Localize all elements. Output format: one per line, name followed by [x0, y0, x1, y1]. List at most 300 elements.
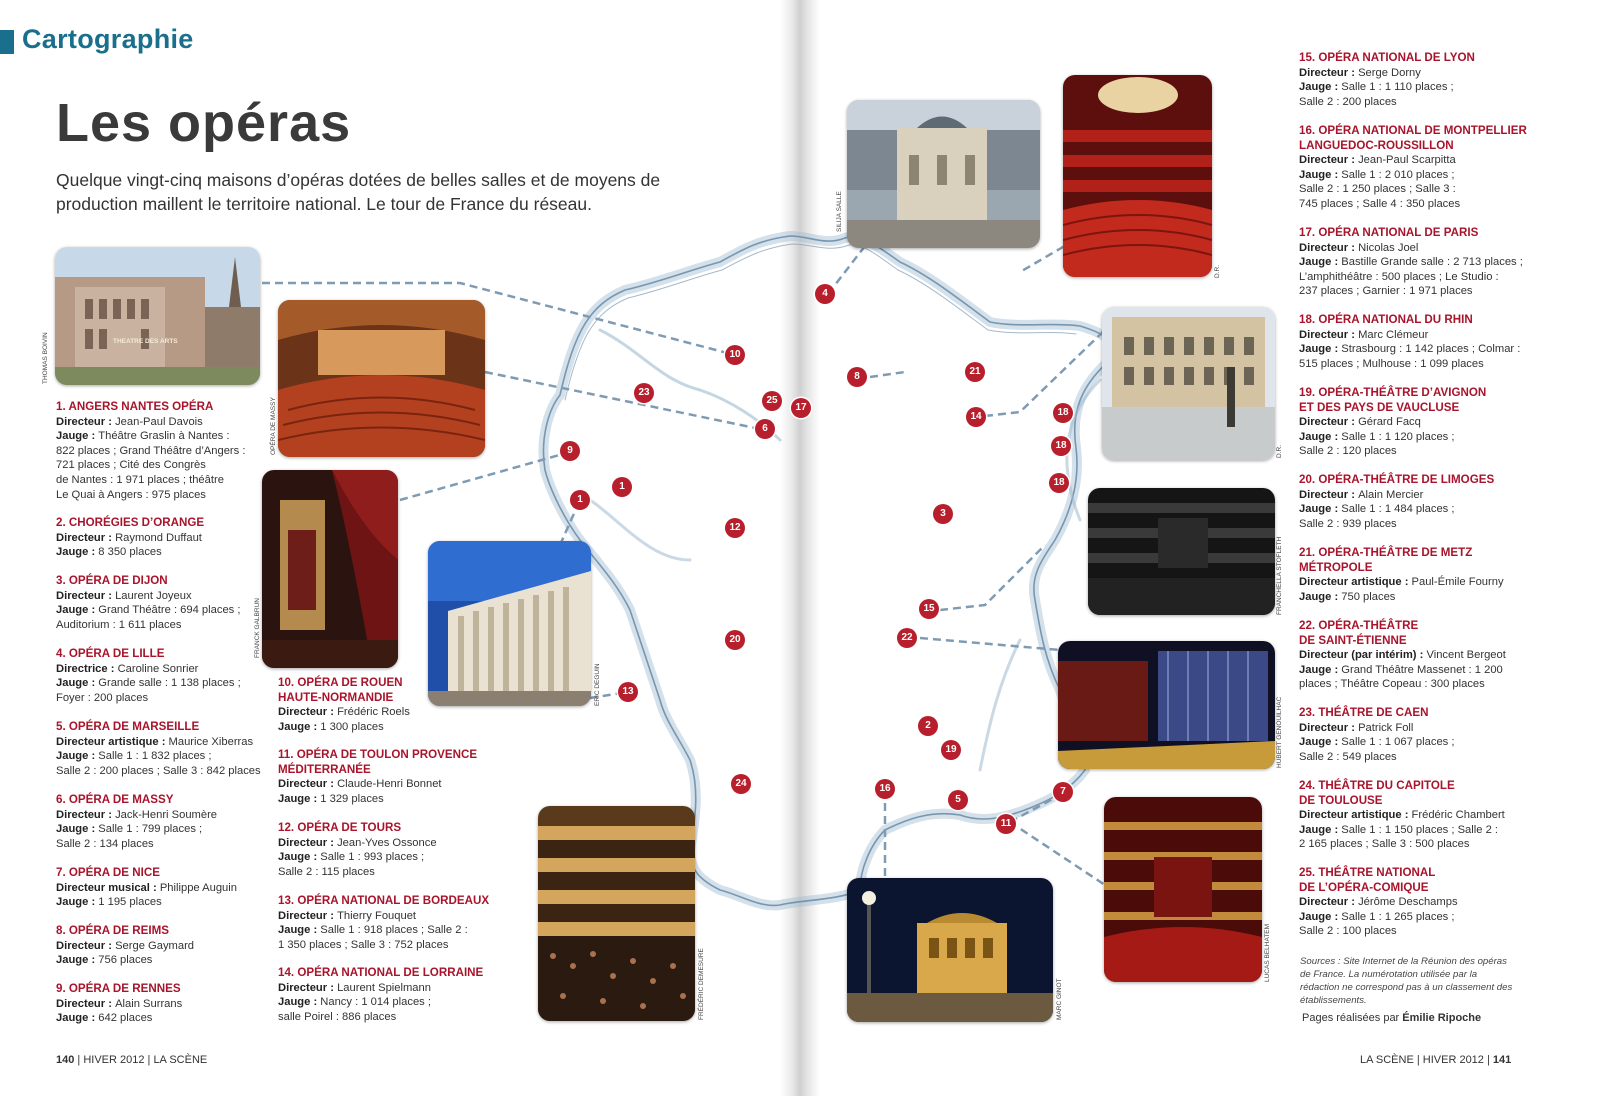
entry-line [1299, 502, 1529, 517]
entry-line [1299, 270, 1529, 285]
entry-heading: DE TOULOUSE [1299, 793, 1383, 807]
entry-field-value: 750 places [1341, 590, 1396, 603]
entry-field-label: Jauge : [278, 792, 321, 805]
entry-line [1299, 823, 1529, 838]
entry-field-value: Salle 2 : 200 places [1299, 95, 1397, 108]
entry-field-label: Jauge : [278, 996, 321, 1009]
opera-entry [1299, 546, 1529, 604]
entry-field-value: 642 places [98, 1012, 153, 1025]
red-hall-image [1063, 75, 1212, 277]
byline [1302, 1012, 1481, 1024]
map-marker[interactable]: 9 [560, 441, 580, 461]
folio-left-text: | HIVER 2012 | LA SCÈNE [74, 1054, 208, 1066]
entry-field-label: Directeur artistique : [1299, 576, 1412, 589]
entry-field-label: Directeur : [278, 706, 338, 719]
entry-line [1299, 80, 1529, 95]
opera-entry [56, 647, 266, 705]
opera-entry [56, 574, 266, 632]
photo-theatre-des-arts [55, 247, 260, 385]
entry-heading: 8. OPÉRA DE REIMS [56, 924, 169, 937]
entry-line [1299, 721, 1529, 736]
map-marker[interactable]: 23 [634, 383, 654, 403]
entry-line [1299, 575, 1529, 590]
entry-field-value: L’amphithéâtre : 500 places ; Le Studio : [1299, 270, 1499, 283]
lyon-image [1088, 488, 1275, 615]
map-marker[interactable]: 7 [1053, 782, 1073, 802]
entry-field-label: Jauge : [278, 851, 321, 864]
entry-line [56, 808, 266, 823]
entry-line [56, 881, 266, 896]
opera-entry [56, 516, 266, 560]
page-number-right: 141 [1492, 1054, 1512, 1066]
entry-field-value: salle Poirel : 886 places [278, 1010, 397, 1023]
photo-montpellier-night [847, 878, 1053, 1022]
opera-entry [1299, 313, 1529, 371]
opera-entry [56, 866, 266, 910]
photo-capitole-hall [1104, 797, 1262, 982]
entry-field-label: Jauge : [1299, 503, 1342, 516]
map-marker[interactable]: 3 [933, 504, 953, 524]
photo-balcony-hall [538, 806, 695, 1021]
entry-field-value: 515 places ; Mulhouse : 1 099 places [1299, 357, 1484, 370]
night-glass-image [1058, 641, 1275, 769]
entry-field-value: Claude-Henri Bonnet [337, 778, 442, 791]
entry-line [1299, 677, 1529, 692]
entry-field-value: Nicolas Joel [1358, 241, 1419, 254]
theatre-des-arts-image [55, 247, 260, 385]
entry-field-value: Vincent Bergeot [1426, 649, 1506, 662]
entry-field-value: Alain Mercier [1358, 488, 1424, 501]
opera-entry [278, 676, 488, 734]
entry-line [1299, 735, 1529, 750]
entry-line [56, 429, 266, 444]
entry-line [56, 473, 266, 488]
map-marker[interactable]: 12 [725, 518, 745, 538]
map-marker[interactable]: 11 [996, 814, 1016, 834]
map-marker[interactable]: 20 [725, 630, 745, 650]
entry-line [1299, 415, 1529, 430]
entry-line [278, 981, 493, 996]
photo-credit: SILIJA SALLE [836, 191, 843, 232]
entry-field-value: Philippe Auguin [159, 881, 237, 894]
entry-field-label: Jauge : [1299, 590, 1342, 603]
entry-field-label: Directeur : [1299, 488, 1359, 501]
entry-field-label: Directeur : [56, 589, 116, 602]
entry-line [1299, 663, 1529, 678]
entry-field-label: Directeur : [56, 939, 116, 952]
entry-field-value: Salle 2 : 200 places ; Salle 3 : 842 places [56, 764, 261, 777]
map-marker[interactable]: 10 [725, 345, 745, 365]
entry-line [56, 735, 271, 750]
entry-field-label: Jauge : [1299, 168, 1342, 181]
byline-author: Émilie Ripoche [1402, 1012, 1482, 1024]
entry-field-label: Directeur : [1299, 416, 1359, 429]
map-marker[interactable]: 25 [762, 391, 782, 411]
entry-line [56, 458, 266, 473]
entry-field-value: 2 165 places ; Salle 3 : 500 places [1299, 838, 1470, 851]
map-marker[interactable]: 1 [612, 477, 632, 497]
entry-field-label: Jauge : [56, 677, 99, 690]
page-number-left: 140 [56, 1054, 75, 1066]
balcony-image [538, 806, 695, 1021]
entry-line [56, 589, 266, 604]
entry-heading: 15. OPÉRA NATIONAL DE LYON [1299, 51, 1475, 64]
photo-credit: FRANCK GALBRUN [254, 598, 261, 658]
entry-line [56, 997, 266, 1012]
entry-heading: 22. OPÉRA-THÉÂTRE [1299, 619, 1419, 632]
entry-field-value: Serge Gaymard [115, 939, 195, 952]
entry-field-value: Laurent Spielmann [337, 981, 431, 994]
map-marker[interactable]: 24 [731, 774, 751, 794]
entry-field-value: 721 places ; Cité des Congrès [56, 459, 206, 472]
intro-text: Quelque vingt-cinq maisons d’opéras dotées de belles salles et de moyens de production maillent le territoire national. Le tour de France du réseau. [56, 170, 661, 214]
entry-line [56, 764, 271, 779]
entry-field-value: 745 places ; Salle 4 : 350 places [1299, 197, 1461, 210]
opera-entry [278, 821, 488, 879]
entry-field-value: Grande salle : 1 138 places ; [98, 677, 241, 690]
entry-line [1299, 837, 1529, 852]
folio-right [1360, 1054, 1511, 1066]
entry-line [278, 777, 488, 792]
entry-field-value: Bastille Grande salle : 2 713 places ; [1341, 256, 1523, 269]
entry-line [1299, 328, 1529, 343]
map-marker[interactable]: 5 [948, 790, 968, 810]
entry-field-value: Strasbourg : 1 142 places ; Colmar : [1341, 343, 1521, 356]
entry-line [1299, 342, 1529, 357]
entry-line [1299, 488, 1529, 503]
opera-entry [1299, 124, 1529, 212]
entry-field-value: 1 300 places [320, 720, 384, 733]
entry-field-value: de Nantes : 1 971 places ; théâtre [56, 473, 224, 486]
entry-line [56, 895, 266, 910]
entry-field-value: Alain Surrans [115, 997, 183, 1010]
entry-field-label: Directeur artistique : [1299, 809, 1412, 822]
entry-heading: 9. OPÉRA DE RENNES [56, 982, 181, 995]
entry-heading: 19. OPÉRA-THÉÂTRE D’AVIGNON [1299, 386, 1487, 399]
entry-heading: 24. THÉÂTRE DU CAPITOLE [1299, 779, 1455, 792]
photo-red-hall [1063, 75, 1212, 277]
entry-field-value: Jean-Paul Davois [115, 415, 203, 428]
entry-line [278, 836, 488, 851]
sign-text: THEATRE DES ARTS [113, 338, 178, 345]
entry-field-label: Directeur : [278, 981, 338, 994]
entry-field-label: Jauge : [1299, 343, 1342, 356]
entry-field-value: Grand Théâtre : 694 places ; [98, 604, 241, 617]
map-marker[interactable]: 14 [966, 407, 986, 427]
entry-field-label: Jauge : [1299, 81, 1342, 94]
entry-line [56, 691, 266, 706]
photo-credit: ERIC DEGUIN [594, 663, 601, 706]
entry-heading: 17. OPÉRA NATIONAL DE PARIS [1299, 226, 1479, 239]
photo-credit: FRÉDÉRIC DEMESURE [698, 948, 705, 1020]
byline-prefix: Pages réalisées par [1302, 1012, 1403, 1024]
entry-field-label: Directeur : [1299, 66, 1359, 79]
entry-field-label: Jauge : [1299, 736, 1342, 749]
entry-line [56, 676, 266, 691]
entry-line [56, 603, 266, 618]
entry-heading: ET DES PAYS DE VAUCLUSE [1299, 400, 1460, 414]
entry-line [56, 939, 266, 954]
lille-image [847, 100, 1040, 248]
entry-field-label: Directeur : [56, 531, 116, 544]
entry-field-value: Raymond Duffaut [115, 531, 202, 544]
entry-line [1299, 241, 1529, 256]
entry-line [56, 953, 266, 968]
opera-entry [1299, 619, 1529, 692]
entry-field-label: Directeur : [56, 415, 116, 428]
photo-credit: HUBERT GENOUILHAC [1276, 696, 1283, 768]
entry-heading: HAUTE-NORMANDIE [278, 690, 394, 704]
entry-field-label: Directeur : [278, 909, 338, 922]
entry-line [278, 923, 493, 938]
entry-heading: 11. OPÉRA DE TOULON PROVENCE [278, 748, 478, 761]
entry-field-label: Directeur : [278, 778, 338, 791]
entry-heading: 2. CHORÉGIES D’ORANGE [56, 516, 205, 529]
entry-line [1299, 590, 1529, 605]
entry-field-label: Directeur artistique : [56, 735, 169, 748]
opera-entry [278, 748, 488, 806]
entry-line [1299, 357, 1529, 372]
entry-field-value: 1 350 places ; Salle 3 : 752 places [278, 938, 449, 951]
map-marker[interactable]: 6 [755, 419, 775, 439]
entry-field-label: Jauge : [56, 430, 99, 443]
entry-heading: 21. OPÉRA-THÉÂTRE DE METZ [1299, 546, 1473, 559]
entry-line [1299, 95, 1529, 110]
entry-line [1299, 168, 1529, 183]
map-marker[interactable]: 13 [618, 682, 638, 702]
entry-field-label: Directeur : [1299, 241, 1359, 254]
map-marker[interactable]: 17 [791, 398, 811, 418]
entry-line [56, 618, 266, 633]
entry-line [1299, 517, 1529, 532]
entry-field-label: Directeur musical : [56, 881, 160, 894]
map-marker[interactable]: 18 [1053, 403, 1073, 423]
entry-field-value: Salle 1 : 993 places ; [320, 851, 425, 864]
entry-field-value: Salle 1 : 918 places ; Salle 2 : [320, 924, 468, 937]
entry-heading: DE L’OPÉRA-COMIQUE [1299, 880, 1429, 894]
entry-field-label: Jauge : [56, 546, 99, 559]
entry-field-value: Thierry Fouquet [337, 909, 417, 922]
entry-heading: 25. THÉÂTRE NATIONAL [1299, 866, 1436, 879]
entry-heading: DE SAINT-ÉTIENNE [1299, 633, 1407, 647]
entry-heading: 7. OPÉRA DE NICE [56, 866, 160, 879]
entry-field-value: Maurice Xiberras [168, 735, 254, 748]
entry-field-value: Salle 2 : 115 places [278, 865, 375, 878]
entry-field-value: Frédéric Roels [337, 706, 410, 719]
entry-line [1299, 648, 1529, 663]
entry-field-value: Paul-Émile Fourny [1411, 576, 1504, 589]
entry-line [56, 415, 266, 430]
capitole-image [1104, 797, 1262, 982]
entry-field-label: Jauge : [56, 604, 99, 617]
entry-line [278, 705, 488, 720]
entry-heading: 20. OPÉRA-THÉÂTRE DE LIMOGES [1299, 473, 1495, 486]
opera-entry [1299, 473, 1529, 531]
entry-field-value: 1 195 places [98, 896, 162, 909]
entry-field-value: Laurent Joyeux [115, 589, 192, 602]
photo-credit: D.R. [1214, 265, 1221, 278]
entry-line [278, 865, 488, 880]
entry-field-value: Salle 1 : 1 484 places ; [1341, 503, 1455, 516]
photo-credit: OPÉRA DE MASSY [270, 397, 277, 455]
entry-field-value: Salle 1 : 1 150 places ; Salle 2 : [1341, 823, 1499, 836]
photo-credit: D.R. [1276, 445, 1283, 458]
entry-field-label: Jauge : [278, 720, 321, 733]
opera-entry [1299, 386, 1529, 459]
entry-line [1299, 750, 1529, 765]
map-marker[interactable]: 2 [918, 716, 938, 736]
entry-field-value: Salle 2 : 100 places [1299, 925, 1397, 938]
entry-field-value: Le Quai à Angers : 975 places [56, 488, 206, 501]
opera-entry [1299, 51, 1529, 109]
entry-line [1299, 910, 1529, 925]
opera-entry [1299, 779, 1529, 852]
map-marker[interactable]: 18 [1051, 436, 1071, 456]
entry-field-label: Jauge : [56, 1012, 99, 1025]
entry-field-value: Jean-Paul Scarpitta [1358, 154, 1456, 167]
entry-field-value: 756 places [98, 954, 153, 967]
map-marker[interactable]: 19 [941, 740, 961, 760]
entry-heading: MÉTROPOLE [1299, 560, 1373, 574]
entry-field-value: Salle 1 : 1 110 places ; [1341, 81, 1454, 94]
entry-line [278, 938, 493, 953]
photo-lyon-hall [1088, 488, 1275, 615]
massy-hall-image [278, 300, 485, 457]
photo-lille-facade [847, 100, 1040, 248]
entry-field-value: Jack-Henri Soumère [115, 808, 218, 821]
section-title: Cartographie [22, 24, 194, 54]
sources-note: Sources : Site Internet de la Réunion des opéras de France. La numérotation utilisée par la rédaction ne correspond pas à un classement des établissements. [1300, 956, 1513, 1006]
montpellier-image [847, 878, 1053, 1022]
entry-line [1299, 66, 1529, 81]
entry-field-label: Jauge : [1299, 256, 1342, 269]
entry-field-label: Jauge : [56, 750, 99, 763]
entry-line [278, 1010, 493, 1025]
entry-field-value: Salle 2 : 549 places [1299, 750, 1397, 763]
entry-field-label: Directeur : [278, 836, 338, 849]
entry-field-value: Serge Dorny [1358, 66, 1421, 79]
entry-field-label: Jauge : [1299, 430, 1342, 443]
entry-field-value: Salle 1 : 2 010 places ; [1341, 168, 1455, 181]
entry-field-value: Auditorium : 1 611 places [56, 618, 182, 631]
entry-line [1299, 924, 1529, 939]
nancy-image [1102, 307, 1275, 460]
entry-field-value: Jean-Yves Ossonce [337, 836, 437, 849]
opera-entry [56, 720, 271, 778]
entry-line [56, 545, 266, 560]
map-marker[interactable]: 16 [875, 779, 895, 799]
entry-field-value: Salle 1 : 799 places ; [98, 823, 203, 836]
entry-line [278, 995, 493, 1010]
map-marker[interactable]: 1 [570, 490, 590, 510]
entry-field-value: Salle 2 : 134 places [56, 837, 154, 850]
opera-entry [1299, 226, 1529, 299]
entry-heading: 23. THÉÂTRE DE CAEN [1299, 706, 1429, 719]
entry-field-value: Marc Clémeur [1358, 328, 1429, 341]
entry-field-label: Directeur : [56, 997, 116, 1010]
map-marker[interactable]: 22 [897, 628, 917, 648]
entry-field-label: Directeur (par intérim) : [1299, 649, 1427, 662]
entry-heading: 16. OPÉRA NATIONAL DE MONTPELLIER [1299, 124, 1527, 137]
map-marker[interactable]: 15 [919, 599, 939, 619]
opera-entry [1299, 866, 1529, 939]
entry-line [1299, 284, 1529, 299]
entry-line [278, 909, 493, 924]
entry-heading: 14. OPÉRA NATIONAL DE LORRAINE [278, 966, 484, 979]
map-marker[interactable]: 21 [965, 362, 985, 382]
entry-field-value: Théâtre Graslin à Nantes : [98, 430, 230, 443]
opera-entry [56, 400, 266, 502]
opera-entry [1299, 706, 1529, 764]
entry-field-value: Salle 1 : 1 265 places ; [1341, 910, 1455, 923]
photo-credit: LUCAS BELHATEM [1264, 923, 1271, 982]
entry-line [56, 444, 266, 459]
entry-field-value: Frédéric Chambert [1411, 809, 1505, 822]
opera-entry [56, 924, 266, 968]
entry-field-value: Gérard Facq [1358, 416, 1421, 429]
opera-entry [56, 982, 266, 1026]
entry-field-value: Salle 2 : 120 places [1299, 445, 1397, 458]
opera-entry [278, 894, 493, 952]
entry-field-label: Jauge : [1299, 910, 1342, 923]
entry-line [1299, 808, 1529, 823]
photo-credit: THOMAS BOIVIN [42, 332, 49, 384]
entry-line [56, 531, 266, 546]
map-marker[interactable]: 4 [815, 284, 835, 304]
entry-field-value: Salle 2 : 1 250 places ; Salle 3 : [1299, 183, 1456, 196]
entry-heading: 12. OPÉRA DE TOURS [278, 821, 402, 834]
curtain-image [262, 470, 398, 668]
entry-field-value: Salle 2 : 939 places [1299, 517, 1397, 530]
entry-line [1299, 430, 1529, 445]
entry-heading: 5. OPÉRA DE MARSEILLE [56, 720, 200, 733]
photo-credit: FRANCHELLA STOFLETH [1276, 536, 1283, 615]
folio-left [56, 1054, 207, 1066]
page-title: Les opéras [56, 93, 352, 153]
entry-field-label: Directeur : [1299, 154, 1359, 167]
entry-field-label: Directrice : [56, 662, 118, 675]
entry-field-value: Foyer : 200 places [56, 691, 149, 704]
entry-field-value: Jérôme Deschamps [1358, 896, 1458, 909]
entry-field-label: Directeur : [1299, 328, 1359, 341]
photo-nancy-building [1102, 307, 1275, 460]
entry-line [1299, 895, 1529, 910]
entry-line [56, 662, 266, 677]
entry-field-value: 8 350 places [98, 546, 162, 559]
entry-heading: 10. OPÉRA DE ROUEN [278, 676, 403, 689]
entry-field-label: Directeur : [56, 808, 116, 821]
entry-heading: 6. OPÉRA DE MASSY [56, 793, 174, 806]
entry-field-label: Jauge : [1299, 823, 1342, 836]
map-marker[interactable]: 8 [847, 367, 867, 387]
entry-line [1299, 197, 1529, 212]
entry-line [56, 1011, 266, 1026]
entry-heading: 18. OPÉRA NATIONAL DU RHIN [1299, 313, 1473, 326]
entry-line [1299, 255, 1529, 270]
entry-line [56, 837, 266, 852]
entry-field-value: Salle 1 : 1 067 places ; [1341, 736, 1455, 749]
entry-field-value: places ; Théâtre Copeau : 300 places [1299, 678, 1485, 691]
entry-field-value: Patrick Foll [1358, 721, 1414, 734]
entry-field-label: Jauge : [278, 924, 321, 937]
entry-field-label: Jauge : [56, 896, 99, 909]
entry-line [278, 792, 488, 807]
entry-line [278, 720, 488, 735]
entry-field-label: Jauge : [56, 823, 99, 836]
entry-field-value: Salle 1 : 1 832 places ; [98, 750, 212, 763]
entry-line [1299, 182, 1529, 197]
map-marker[interactable]: 18 [1049, 473, 1069, 493]
